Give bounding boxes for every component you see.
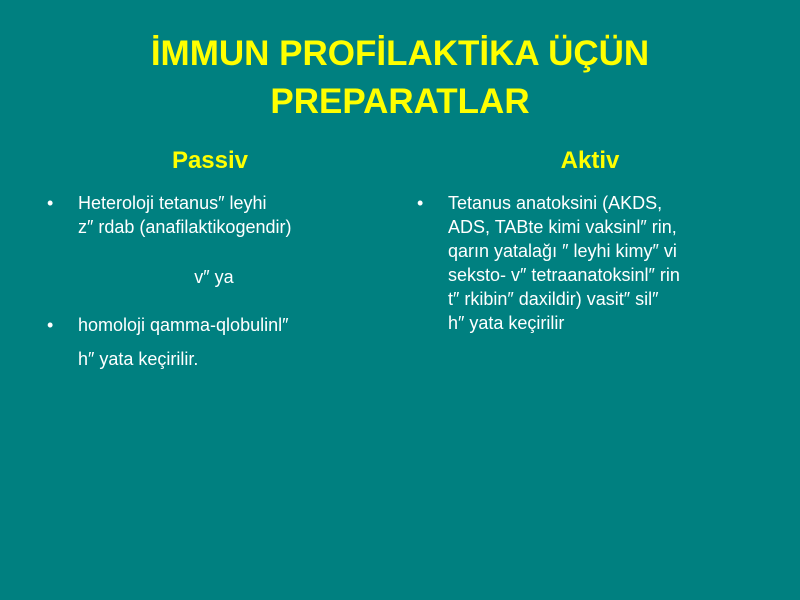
passive-item1-line1: Heteroloji tetanus″ leyhi [78,193,267,213]
passive-item-homologous [40,313,380,371]
active-column [410,145,770,335]
passive-connector: v″ ya [194,267,234,287]
passive-item-heterologous [40,191,380,313]
active-list [410,191,770,335]
bullet-icon: • [417,193,424,213]
active-item-anatoxin [410,191,770,335]
active-item1-line5: t″ rkibin″ daxildir) vasit″ sil″ [448,289,659,309]
title-line-2: PREPARATLAR [270,82,530,121]
active-item1-line2: ADS, TABte kimi vaksinl″ rin, [448,217,677,237]
active-item1-line1: Tetanus anatoksini (AKDS, [448,193,663,213]
title-line-1: İMMUN PROFİLAKTİKA ÜÇÜN [150,34,650,73]
active-item1-line4: seksto- v″ tetraanatoksinl″ rin [448,265,680,285]
active-item1-line3: qarın yatalağı ″ leyhi kimy″ vi [448,241,677,261]
passive-item1-line2: z″ rdab (anafilaktikogendir) [78,217,292,237]
active-item1-line6: h″ yata keçirilir [448,313,565,333]
slide-title [0,30,800,126]
active-heading: Aktiv [560,147,620,174]
passive-heading: Passiv [171,147,249,174]
passive-list [40,191,380,371]
bullet-icon: • [47,193,54,213]
bullet-icon: • [47,315,54,335]
passive-item2-line1: homoloji qamma-qlobulinl″ [78,315,289,335]
passive-item2-line2: h″ yata keçirilir. [78,349,199,369]
passive-column [40,145,380,371]
